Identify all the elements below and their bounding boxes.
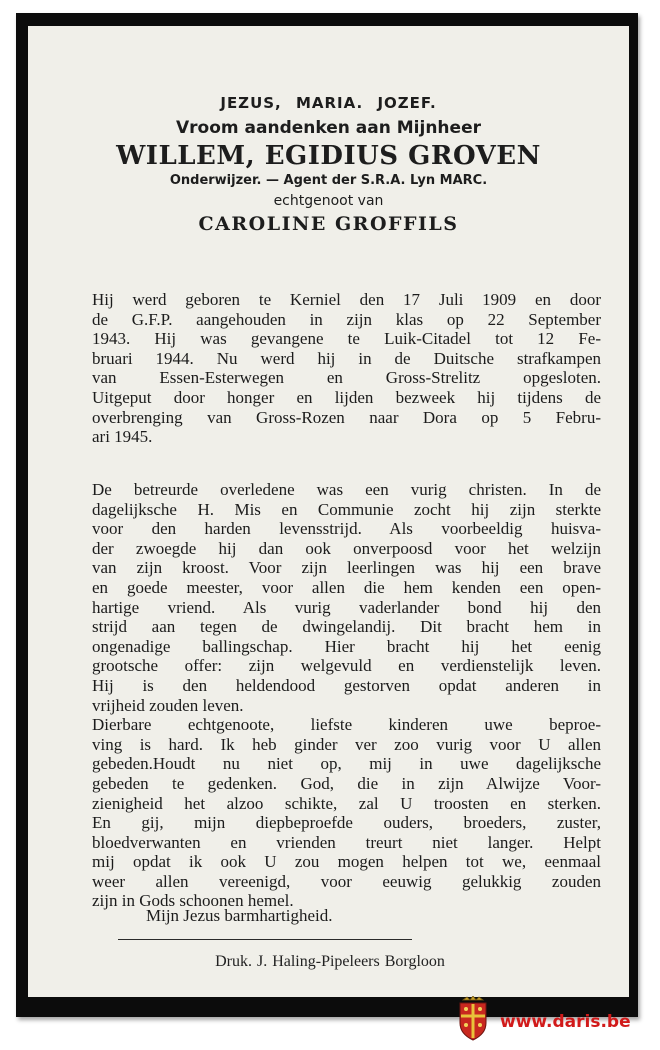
memorial-card <box>16 13 638 1017</box>
card-header <box>28 94 629 235</box>
spouse-intro: echtgenoot van <box>273 193 384 209</box>
printer-credit: Druk. J. Haling-Pipeleers Borgloon <box>215 953 445 970</box>
text-line: En gij, mijn diepbeproefde ouders, broeders, zuster, <box>92 813 601 833</box>
text-line: gebeden.Houdt nu niet op, mij in uwe dagelijksche <box>92 754 601 774</box>
spouse-name: CAROLINE GROFFILS <box>198 213 459 235</box>
text-line: weer allen vereenigd, voor eeuwig gelukkig zouden <box>92 871 601 891</box>
text-line: bruari 1944. Nu werd hij in de Duitsche strafkampen <box>92 348 601 368</box>
closing-prayer: Mijn Jezus barmhartigheid. <box>146 906 333 925</box>
text-line: grootsche offer: zijn welgevuld en verdienstelijk leven. <box>92 656 601 676</box>
text-line: der zwoegde hij dan ook onverpoosd voor het welzijn <box>92 538 601 558</box>
dedication: Vroom aandenken aan Mijnheer <box>176 118 481 138</box>
text-line: Uitgeput door honger en lijden bezweek hij tijdens de <box>92 387 601 407</box>
watermark-url: www.daris.be <box>500 1012 631 1032</box>
deceased-name: WILLEM, EGIDIUS GROVEN <box>116 141 541 171</box>
divider <box>118 939 412 940</box>
card-paper <box>28 26 629 997</box>
heraldic-shield-icon <box>457 996 489 1042</box>
text-line: hartige vriend. Als vurig vaderlander bond hij den <box>92 597 601 617</box>
text-line: dagelijksche H. Mis en Communie zocht hij zijn sterkte <box>92 499 601 519</box>
text-line: Hij is den heldendood gestorven opdat anderen in <box>92 675 601 695</box>
text-line: de G.F.P. aangehouden in zijn klas op 22 September <box>92 309 601 329</box>
text-line: strijd aan tegen de dwingelandij. Dit bracht hem in <box>92 617 601 637</box>
text-line: ongenadige ballingschap. Hier bracht hij het eenig <box>92 636 601 656</box>
text-line: en goede meester, voor allen die hem kenden een open- <box>92 577 601 597</box>
text-line: zijn in Gods schoonen hemel. <box>92 891 294 911</box>
text-line: van Essen-Esterwegen en Gross-Strelitz opgesloten. <box>92 368 601 388</box>
text-line: ari 1945. <box>92 427 153 447</box>
occupation: Onderwijzer. — Agent der S.R.A. Lyn MARC. <box>169 173 488 188</box>
text-line: voor den harden levensstrijd. Als voorbeeldig huisva- <box>92 519 601 539</box>
text-line: van zijn kroost. Voor zijn leerlingen was hij een brave <box>92 558 601 578</box>
text-line: vrijheid zouden leven. <box>92 695 244 715</box>
biography-paragraph <box>92 290 601 447</box>
text-line: overbrenging van Gross-Rozen naar Dora op 5 Febru- <box>92 407 601 427</box>
text-line: 1943. Hij was gevangene te Luik-Citadel tot 12 Fe- <box>92 329 601 349</box>
text-line: De betreurde overledene was een vurig christen. In de <box>92 480 601 499</box>
invocation: JEZUS, MARIA. JOZEF. <box>220 94 437 112</box>
tribute-paragraph <box>92 480 601 911</box>
text-line: Dierbare echtgenoote, liefste kinderen uwe beproe- <box>92 715 601 735</box>
text-line: ving is hard. Ik heb ginder ver zoo vurig voor U allen <box>92 734 601 754</box>
text-line: gebeden te gedenken. God, die in zijn Alwijze Voor- <box>92 773 601 793</box>
text-line: zienigheid het alzoo schikte, zal U troosten en sterken. <box>92 793 601 813</box>
text-line: bloedverwanten en vrienden treurt niet langer. Helpt <box>92 832 601 852</box>
text-line: mij opdat ik ook U zou mogen helpen tot we, eenmaal <box>92 852 601 872</box>
text-line: Hij werd geboren te Kerniel den 17 Juli 1909 en door <box>92 290 601 309</box>
